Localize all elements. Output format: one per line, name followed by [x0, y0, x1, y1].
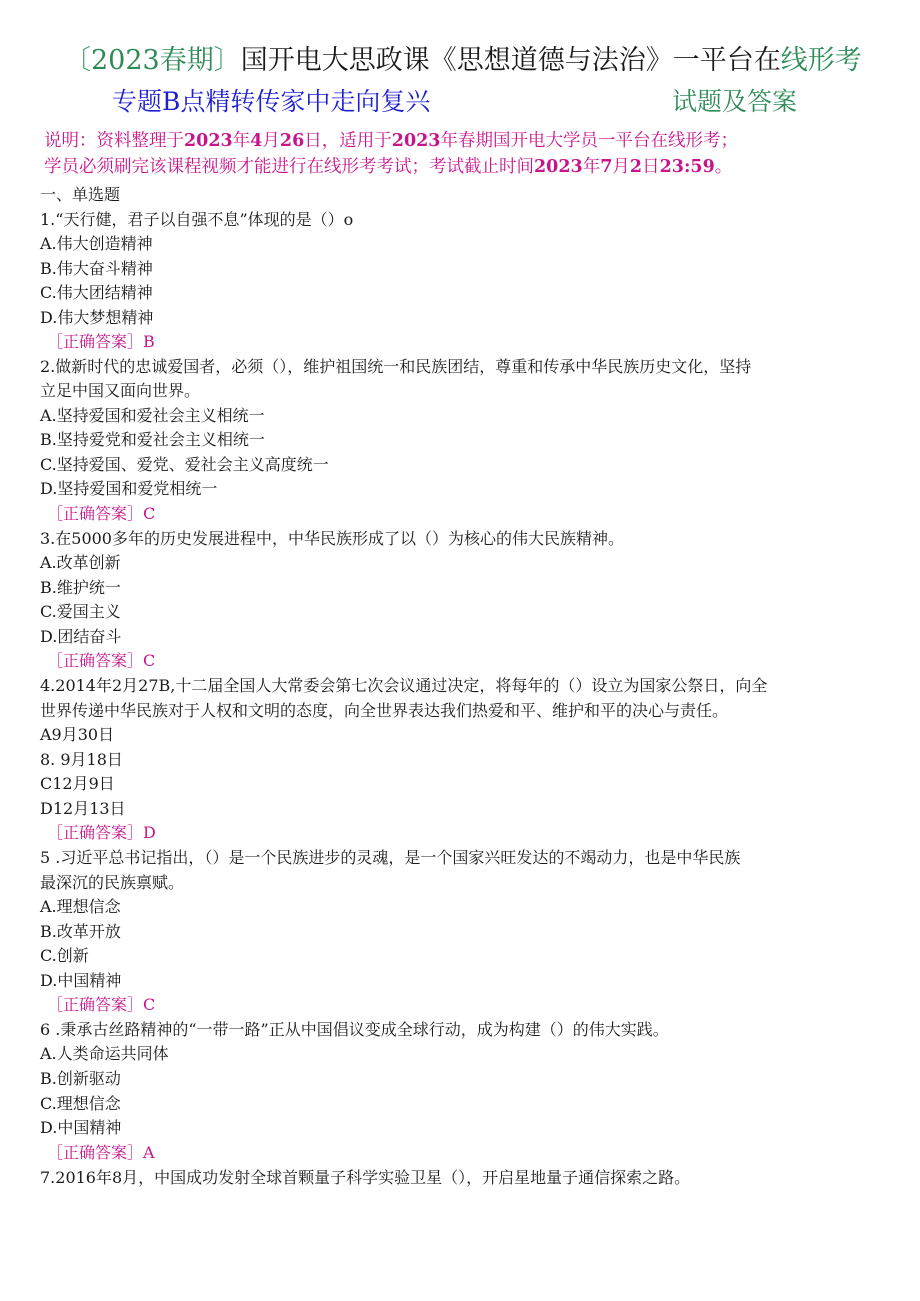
question-stem: 4.2014年2月27B,十二届全国人大常委会第七次会议通过决定，将每年的（）设立为国家公祭日，向全 — [40, 676, 768, 695]
question-stem: 1.“天行健，君子以自强不息”体现的是（）o — [40, 210, 354, 229]
option-line: B.维护统一 — [40, 578, 121, 597]
option-line: B.创新驱动 — [40, 1069, 121, 1088]
title-exam-type: 线形考 — [780, 45, 862, 76]
option-line: D.中国精神 — [40, 971, 122, 990]
note-text: 月 — [612, 157, 630, 177]
note-text: 年 — [582, 157, 601, 177]
note-month: 7 — [600, 157, 613, 177]
note-text: 年春期国开电大学员一平台在线形考； — [440, 131, 738, 151]
option-line: C.伟大团结精神 — [40, 283, 153, 302]
correct-answer: ［正确答案］B — [47, 332, 155, 351]
option-line: C12月9日 — [40, 774, 115, 793]
note-text: 年 — [232, 131, 251, 151]
option-line: 8. 9月18日 — [40, 750, 123, 769]
document-title-suffix: 试题及答案 — [672, 87, 798, 116]
note-text: 日，适用于 — [304, 131, 392, 151]
section-heading: 一、单选题 — [40, 185, 121, 204]
option-line: C.爱国主义 — [40, 602, 121, 621]
question-stem: 2.做新时代的忠诚爱国者，必须（），维护祖国统一和民族团结，尊重和传承中华民族历史文化，坚持 — [40, 357, 752, 376]
document-title-topic: 专题B点精转传家中走向复兴 — [112, 87, 431, 116]
correct-answer: ［正确答案］A — [47, 1143, 155, 1162]
option-line: A.伟大创造精神 — [40, 234, 153, 253]
note-year: 2023 — [391, 131, 441, 151]
option-line: D.伟大梦想精神 — [40, 308, 154, 327]
note-day: 2 — [629, 157, 643, 177]
note-text: 学员必须刷完该课程视频才能进行在线形考考试；考试截止时间 — [44, 157, 534, 177]
question-stem: 5 .习近平总书记指出，（）是一个民族进步的灵魂，是一个国家兴旺发达的不竭动力，也是中华民族 — [40, 848, 741, 867]
note-day: 26 — [279, 131, 305, 151]
title-term-tag: 〔2023春期〕 — [64, 45, 241, 76]
note-year: 2023 — [534, 157, 583, 177]
question-stem-continued: 立足中国又面向世界。 — [40, 381, 201, 400]
correct-answer: ［正确答案］C — [47, 651, 156, 670]
correct-answer: ［正确答案］D — [47, 823, 156, 842]
note-line-2 — [44, 154, 894, 180]
note-text: 日 — [642, 157, 660, 177]
note-text: 说明：资料整理于 — [44, 131, 184, 151]
note-line-1 — [44, 128, 894, 154]
note-year: 2023 — [184, 131, 233, 151]
note-text: 。 — [714, 157, 733, 177]
option-line: A9月30日 — [40, 725, 115, 744]
option-line: C.坚持爱国、爱党、爱社会主义高度统一 — [40, 455, 329, 474]
option-line: D12月13日 — [40, 799, 126, 818]
correct-answer: ［正确答案］C — [47, 995, 156, 1014]
note-deadline-time: 23:59 — [659, 157, 715, 177]
document-title-line-1 — [64, 44, 884, 78]
option-line: A.理想信念 — [40, 897, 121, 916]
option-line: A.人类命运共同体 — [40, 1044, 169, 1063]
note-text: 月 — [262, 131, 280, 151]
question-stem: 7.2016年8月，中国成功发射全球首颗量子科学实验卫星（），开启星地量子通信探索之路。 — [40, 1168, 691, 1187]
option-line: A.坚持爱国和爱社会主义相统一 — [40, 406, 265, 425]
option-line: D.中国精神 — [40, 1118, 122, 1137]
question-stem-continued: 世界传递中华民族对于人权和文明的态度，向全世界表达我们热爱和平、维护和平的决心与责任。 — [40, 701, 729, 720]
option-line: C.理想信念 — [40, 1094, 121, 1113]
question-stem: 3.在5000多年的历史发展进程中，中华民族形成了以（）为核心的伟大民族精神。 — [40, 529, 624, 548]
option-line: D.坚持爱国和爱党相统一 — [40, 479, 218, 498]
correct-answer: ［正确答案］C — [47, 504, 156, 523]
title-course-name: 国开电大思政课《思想道德与法治》一平台在 — [240, 45, 781, 76]
option-line: D.团结奋斗 — [40, 627, 122, 646]
option-line: C.创新 — [40, 946, 89, 965]
option-line: B.伟大奋斗精神 — [40, 259, 153, 278]
option-line: A.改革创新 — [40, 553, 121, 572]
question-stem-continued: 最深沉的民族禀赋。 — [40, 873, 185, 892]
option-line: B.坚持爱党和爱社会主义相统一 — [40, 430, 265, 449]
note-month: 4 — [250, 131, 263, 151]
option-line: B.改革开放 — [40, 922, 121, 941]
question-stem: 6 .秉承古丝路精神的“一带一路”正从中国倡议变成全球行动，成为构建（）的伟大实践。 — [40, 1020, 669, 1039]
